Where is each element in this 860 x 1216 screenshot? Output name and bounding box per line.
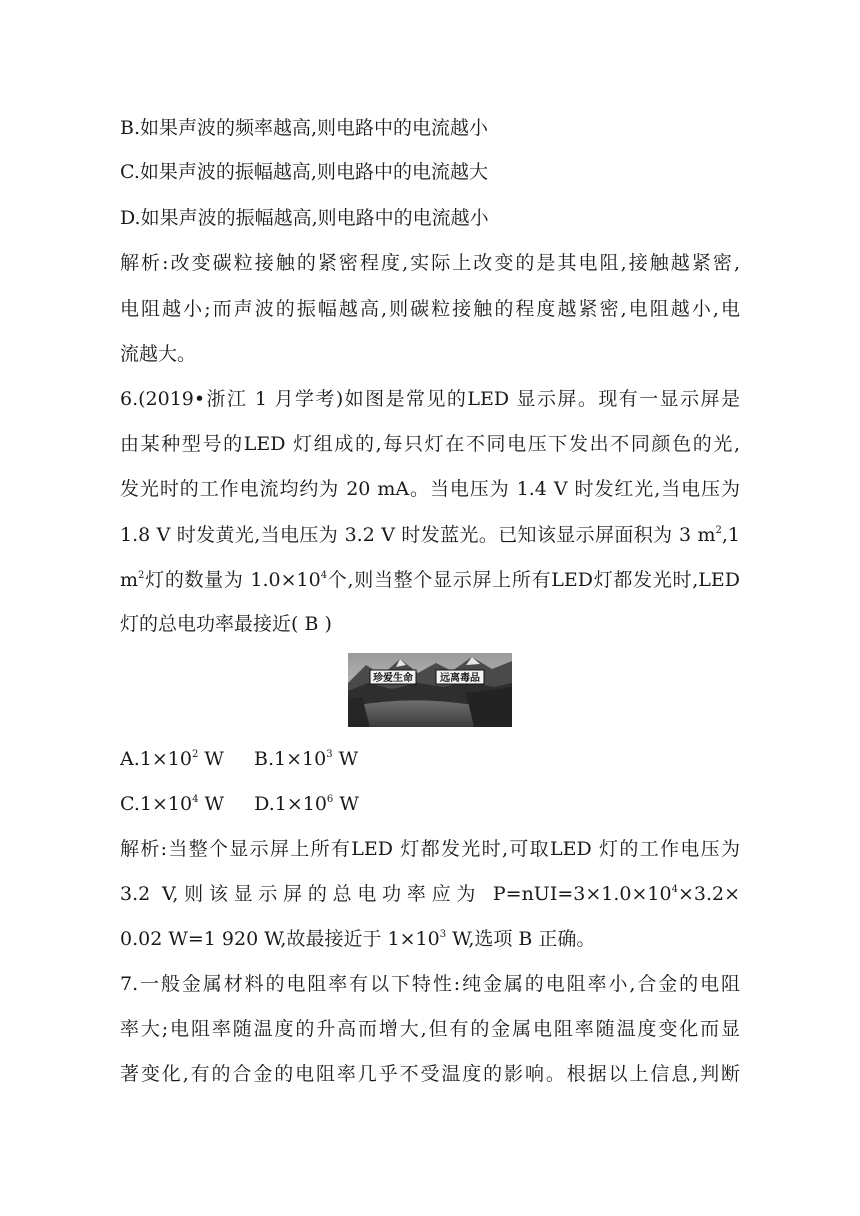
figure-label-left: 珍爱生命	[373, 673, 413, 684]
question6-line1: 6.(2019•浙江 1 月学考)如图是常见的LED 显示屏。现有一显示屏是	[120, 388, 740, 410]
analysis6-line3-sup: 3	[439, 929, 447, 940]
option-c-post: W	[198, 793, 225, 815]
option-b-sup: 3	[326, 749, 333, 760]
led-screen-image	[348, 653, 512, 727]
analysis5-line2: 电阻越小;而声波的振幅越高,则碳粒接触的程度越紧密,电阻越小,电	[120, 298, 740, 320]
question7-line1: 7.一般金属材料的电阻率有以下特性:纯金属的电阻率小,合金的电阻	[120, 973, 740, 995]
question6-line2: 由某种型号的LED 灯组成的,每只灯在不同电压下发出不同颜色的光,	[120, 433, 740, 455]
q6-line4-pre: 1.8 V 时发黄光,当电压为 3.2 V 时发蓝光。已知该显示屏面积为 3 m	[120, 524, 716, 546]
analysis5-line1: 解析:改变碳粒接触的紧密程度,实际上改变的是其电阻,接触越紧密,	[120, 252, 740, 274]
q6-line5-sup: 2	[138, 570, 145, 581]
figure-label-right: 远离毒品	[440, 673, 480, 684]
question6-line6: 灯的总电功率最接近( B )	[120, 613, 332, 635]
analysis6-line1: 解析:当整个显示屏上所有LED 灯都发光时,可取LED 灯的工作电压为	[120, 838, 740, 860]
option-b-prev: B.如果声波的频率越高,则电路中的电流越小	[120, 117, 489, 139]
option-d-post: W	[333, 793, 359, 815]
analysis6-line2-pre: 3.2 V,则该显示屏的总电功率应为 P=nUI=3×1.0×10	[120, 883, 672, 905]
analysis6-line2-sup: 4	[671, 884, 678, 895]
option-c	[120, 793, 224, 815]
option-b	[254, 748, 358, 770]
question7-line3: 著变化,有的合金的电阻率几乎不受温度的影响。根据以上信息,判断	[120, 1063, 740, 1085]
question6-line5	[120, 567, 740, 593]
question6-line4	[120, 522, 740, 548]
analysis6-line2	[120, 881, 740, 907]
option-a-sup: 2	[191, 749, 199, 760]
option-c-pre: C.1×10	[120, 793, 193, 815]
options6-row2	[120, 791, 359, 817]
option-b-post: W	[332, 748, 359, 770]
analysis6-line3-post: W,选项 B 正确。	[446, 928, 596, 950]
q6-line5-post: 个,则当整个显示屏上所有LED灯都发光时,LED	[327, 569, 740, 591]
q6-line5-sup2: 4	[320, 570, 328, 581]
option-a-pre: A.1×10	[120, 748, 192, 770]
q6-line5-pre: m	[120, 569, 139, 591]
question6-line3: 发光时的工作电流均约为 20 mA。当电压为 1.4 V 时发红光,当电压为	[120, 478, 740, 500]
analysis6-line2-post: ×3.2×	[677, 883, 740, 905]
options6-row1	[120, 746, 358, 772]
question7-line2: 率大;电阻率随温度的升高而增大,但有的金属电阻率随温度变化而显	[120, 1018, 740, 1040]
option-c-prev: C.如果声波的振幅越高,则电路中的电流越大	[120, 161, 488, 183]
option-a-post: W	[198, 748, 224, 770]
q6-line4-sup: 2	[715, 525, 722, 536]
option-d-pre: D.1×10	[254, 793, 327, 815]
option-d-prev: D.如果声波的振幅越高,则电路中的电流越小	[120, 207, 489, 229]
q6-line4-post: ,1	[721, 524, 740, 546]
analysis5-line3: 流越大。	[120, 343, 197, 365]
option-d-sup: 6	[326, 794, 334, 805]
option-d	[254, 793, 359, 815]
option-a	[120, 748, 224, 770]
analysis6-line3	[120, 926, 595, 952]
q6-line5-mid: 灯的数量为 1.0×10	[144, 569, 321, 591]
led-screen-figure	[348, 653, 512, 727]
analysis6-line3-pre: 0.02 W=1 920 W,故最接近于 1×10	[120, 928, 440, 950]
option-b-pre: B.1×10	[254, 748, 327, 770]
option-c-sup: 4	[192, 794, 199, 805]
